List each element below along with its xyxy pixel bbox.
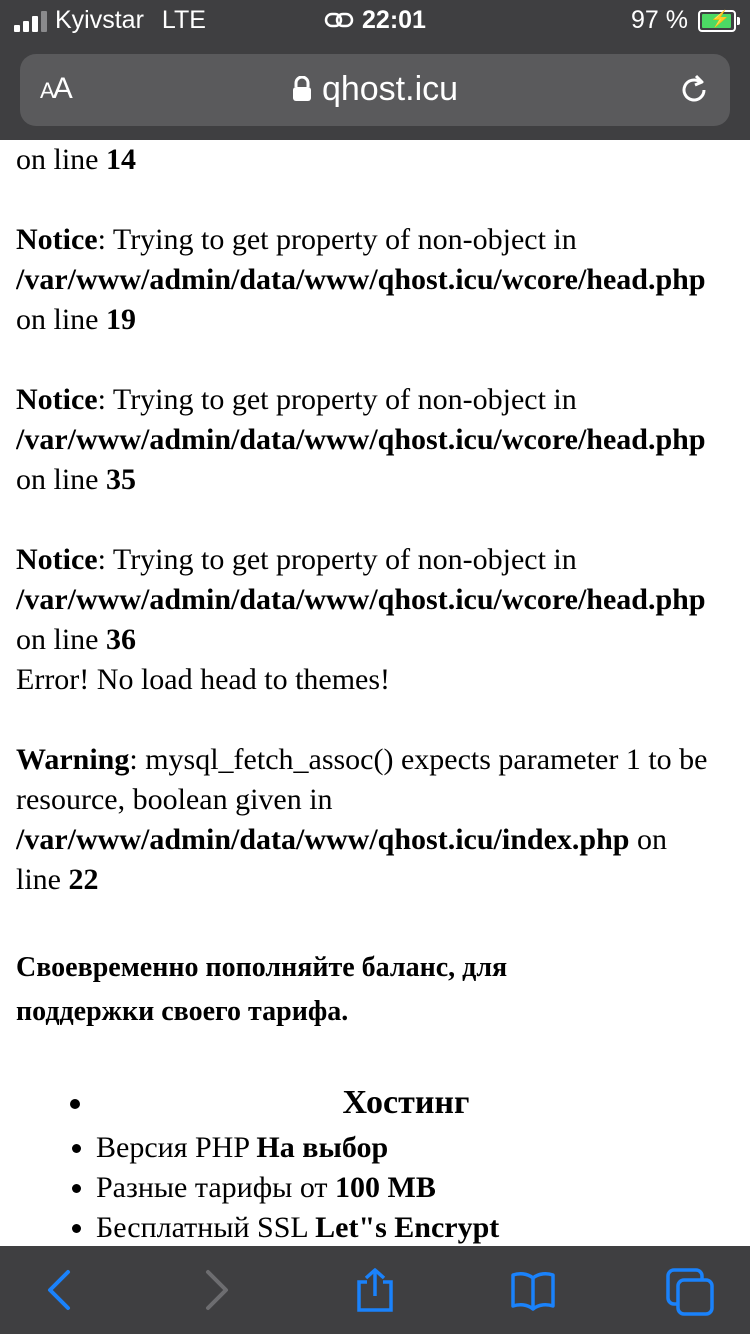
- line-text: line: [16, 863, 61, 896]
- battery-charging-icon: ⚡: [698, 10, 736, 32]
- line-number: 35: [106, 463, 136, 496]
- promo-line-2: поддержки своего тарифа.: [16, 996, 349, 1027]
- tabs-icon[interactable]: [666, 1268, 710, 1312]
- file-path: /var/www/admin/data/www/qhost.icu/wcore/head.php: [16, 583, 706, 616]
- notice-label: Notice: [16, 543, 98, 576]
- notice-label: Notice: [16, 223, 98, 256]
- url-text: qhost.icu: [321, 70, 459, 108]
- browser-toolbar: [0, 40, 750, 140]
- status-bar: [0, 0, 750, 40]
- notice-message: [16, 380, 750, 500]
- carrier-name: Kyivstar: [55, 6, 144, 34]
- list-item: [96, 1168, 750, 1208]
- file-path: /var/www/admin/data/www/qhost.icu/wcore/head.php: [16, 423, 706, 456]
- feature-value: Let"s Encrypt: [315, 1211, 500, 1244]
- warning-text: : mysql_fetch_assoc() expects parameter 1 to be resource, boolean given in: [16, 743, 708, 816]
- link-icon: [324, 7, 354, 36]
- notice-text: : Trying to get property of non-object in: [97, 223, 577, 256]
- on-line-text: on line: [16, 303, 99, 336]
- feature-text: Разные тарифы от: [96, 1171, 336, 1204]
- line-number: 22: [68, 863, 99, 896]
- reader-label-small: A: [40, 78, 53, 103]
- warning-label: Warning: [16, 743, 130, 776]
- file-path: /var/www/admin/data/www/qhost.icu/wcore/head.php: [16, 263, 706, 296]
- notice-text: : Trying to get property of non-object in: [97, 543, 577, 576]
- features-list: [16, 1078, 750, 1246]
- notice-message: [16, 540, 750, 660]
- network-type: LTE: [161, 6, 206, 34]
- clock: 22:01: [362, 6, 426, 34]
- status-right: [631, 6, 736, 35]
- list-item: [96, 1208, 750, 1246]
- feature-value: На выбор: [256, 1131, 389, 1164]
- url-display[interactable]: [20, 70, 730, 111]
- on-line-text: on line: [16, 463, 99, 496]
- on-line-text: on line: [16, 623, 99, 656]
- lock-icon: [292, 72, 312, 111]
- notice-message: [16, 220, 750, 340]
- feature-text: Бесплатный SSL: [96, 1211, 316, 1244]
- line-number: 14: [106, 143, 136, 176]
- page-content: [16, 140, 750, 1246]
- bottom-toolbar: [0, 1246, 750, 1334]
- feature-value: 100 MB: [335, 1171, 436, 1204]
- features-heading: • Хостинг: [96, 1078, 750, 1128]
- battery-percent: 97 %: [631, 6, 688, 34]
- reader-label-large: A: [52, 72, 71, 105]
- share-icon[interactable]: [353, 1268, 397, 1312]
- on-text: on: [636, 823, 667, 856]
- address-bar[interactable]: [20, 54, 730, 126]
- list-item: [96, 1128, 750, 1168]
- forward-icon[interactable]: [194, 1268, 238, 1312]
- line-number: 19: [106, 303, 136, 336]
- notice-label: Notice: [16, 383, 98, 416]
- reload-icon[interactable]: [676, 72, 712, 108]
- promo-line-1: Своевременно пополняйте баланс, для: [16, 952, 508, 983]
- file-path: /var/www/admin/data/www/qhost.icu/index.php: [16, 823, 630, 856]
- promo-text: [16, 946, 750, 1034]
- feature-text: Версия PHP: [96, 1131, 257, 1164]
- notice-tail: [16, 140, 750, 180]
- on-line-text: on line: [16, 143, 99, 176]
- back-icon[interactable]: [38, 1268, 82, 1312]
- bookmarks-icon[interactable]: [510, 1268, 554, 1312]
- warning-message: [16, 740, 716, 900]
- error-message: Error! No load head to themes!: [16, 663, 391, 696]
- line-number: 36: [106, 623, 136, 656]
- notice-text: : Trying to get property of non-object in: [97, 383, 577, 416]
